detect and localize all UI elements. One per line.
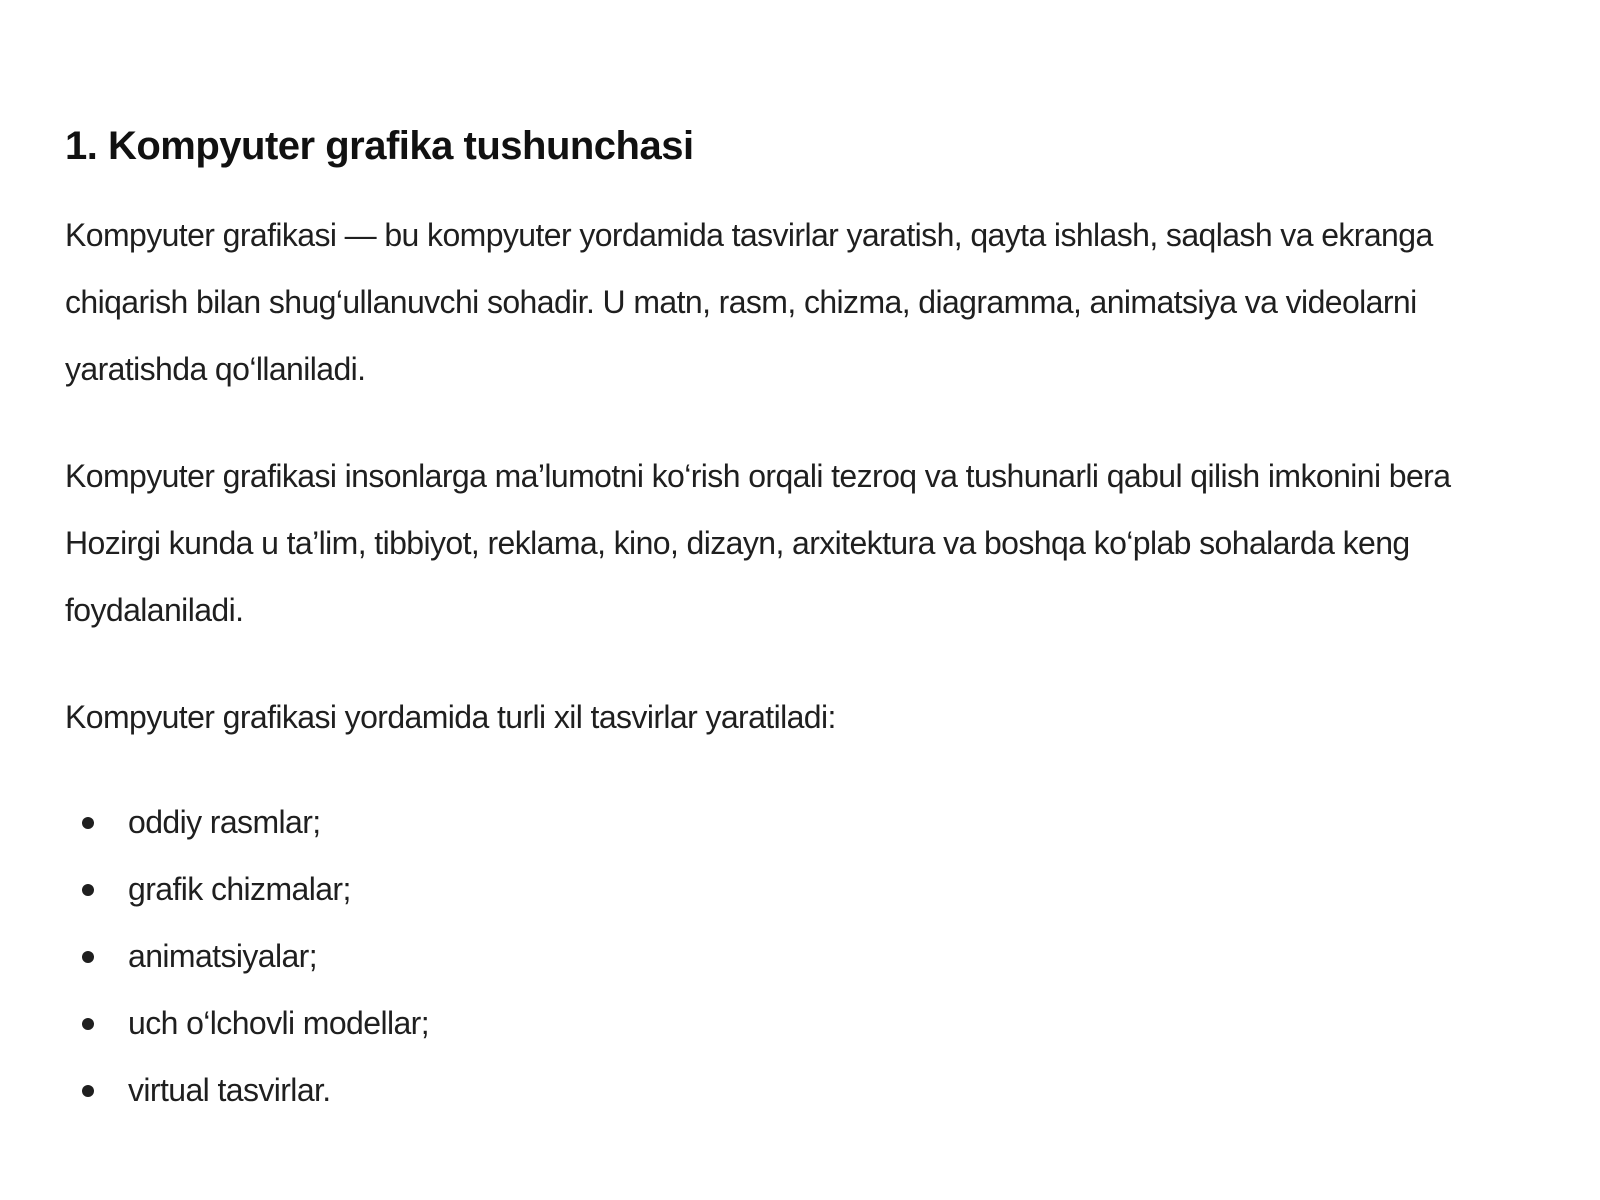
paragraph-usage xyxy=(65,443,1525,644)
paragraph-usage-line-1: Kompyuter grafikasi insonlarga ma’lumotni ko‘rish orqali tezroq va tushunarli qabul qilish imkonini bera xyxy=(65,458,1451,494)
document-content xyxy=(65,118,1525,1124)
list-item xyxy=(65,923,1525,990)
list-item xyxy=(65,856,1525,923)
paragraph-list-intro: Kompyuter grafikasi yordamida turli xil tasvirlar yaratiladi: xyxy=(65,699,836,735)
bullet-icon xyxy=(82,884,94,896)
list-item-text: uch o‘lchovli modellar; xyxy=(128,1005,430,1041)
paragraph-usage-rest: Hozirgi kunda u ta’lim, tibbiyot, reklama, kino, dizayn, arxitektura va boshqa ko‘plab sohalarda keng foydalaniladi. xyxy=(65,525,1410,628)
bullet-icon xyxy=(82,1085,94,1097)
bullet-icon xyxy=(82,817,94,829)
paragraph-definition: Kompyuter grafikasi — bu kompyuter yordamida tasvirlar yaratish, qayta ishlash, saqlash va ekranga chiqarish bilan shug‘ullanuvchi sohadir. U matn, rasm, chizma, diagramma, animatsiya va videolarni yaratishda qo‘llaniladi. xyxy=(65,217,1433,387)
list-item-text: virtual tasvirlar. xyxy=(128,1072,331,1108)
bullet-icon xyxy=(82,1018,94,1030)
list-item-text: animatsiyalar; xyxy=(128,938,318,974)
list-item xyxy=(65,1057,1525,1124)
list-item xyxy=(65,789,1525,856)
bullet-icon xyxy=(82,951,94,963)
section-heading: 1. Kompyuter grafika tushunchasi xyxy=(65,124,694,168)
list-item-text: grafik chizmalar; xyxy=(128,871,351,907)
bullet-list xyxy=(65,789,1525,1124)
list-item-text: oddiy rasmlar; xyxy=(128,804,321,840)
list-item xyxy=(65,990,1525,1057)
